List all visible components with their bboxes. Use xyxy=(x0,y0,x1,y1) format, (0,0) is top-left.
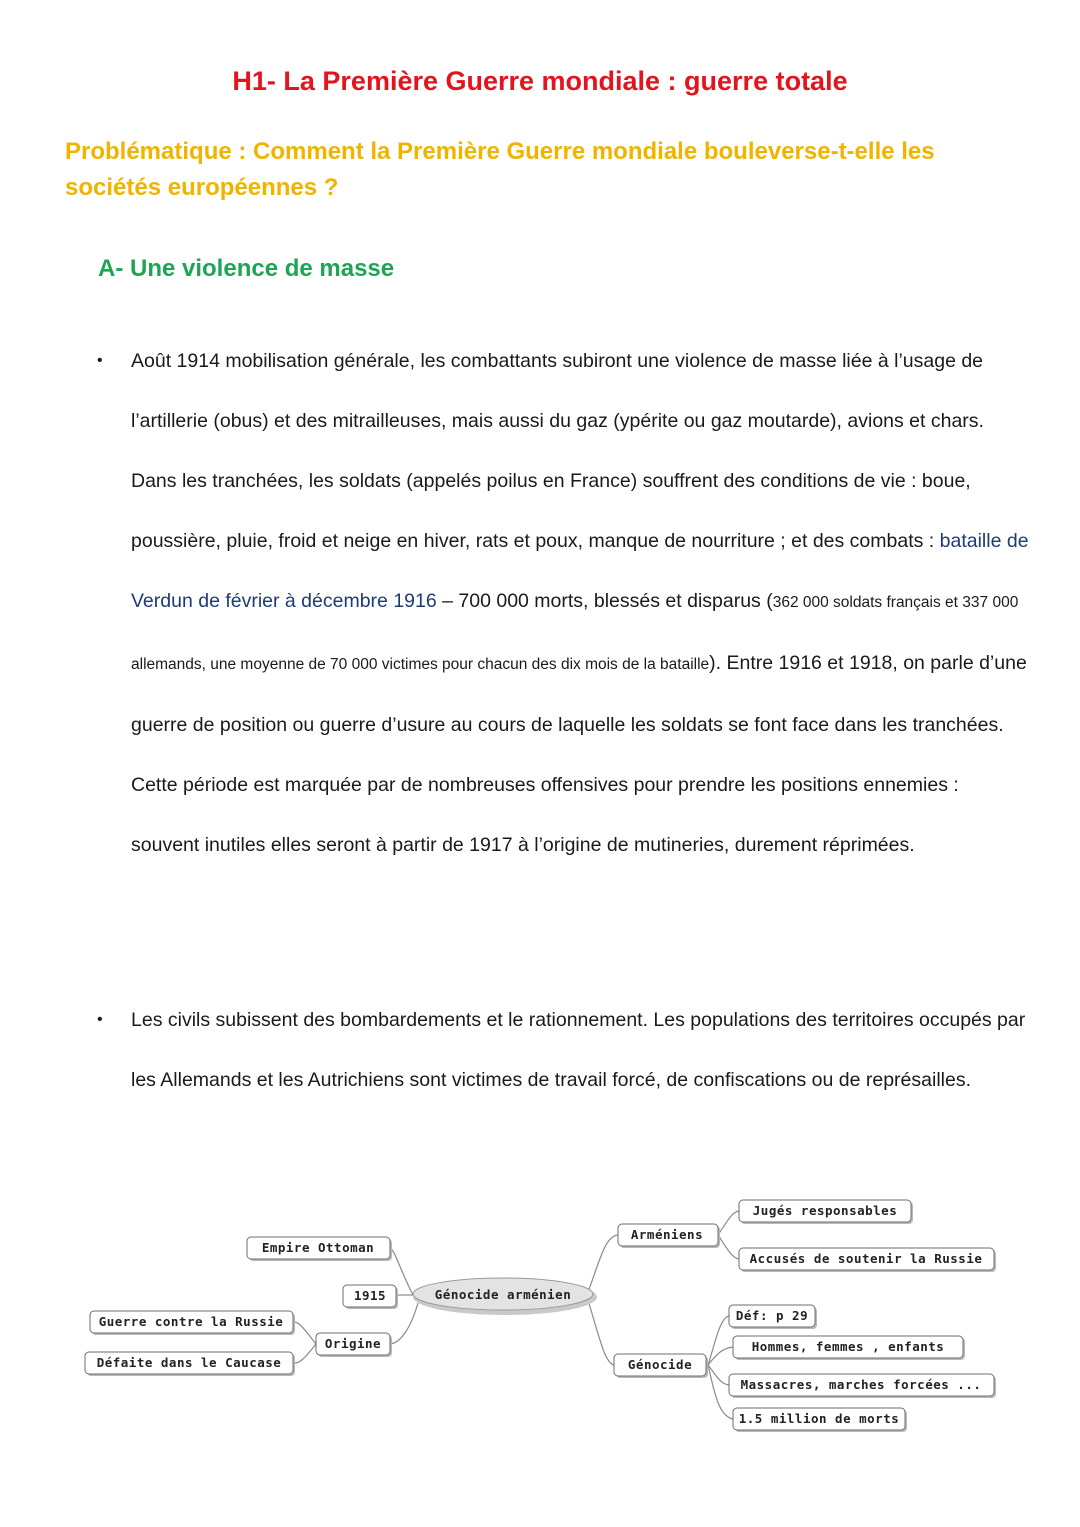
node-guerre-label: Guerre contre la Russie xyxy=(98,1314,284,1329)
node-juges-label: Jugés responsables xyxy=(752,1203,898,1218)
link-guerre xyxy=(295,1322,316,1344)
link-hommes xyxy=(708,1347,733,1365)
bullet-icon: • xyxy=(97,352,103,369)
bullet1-text-part2: 700 000 morts, blessés et disparus ( xyxy=(458,590,773,612)
node-hommes-label: Hommes, femmes , enfants xyxy=(751,1339,945,1354)
section-heading-a: A- Une violence de masse xyxy=(98,255,395,282)
link-accuses xyxy=(718,1235,739,1259)
link-juges xyxy=(718,1211,739,1235)
dash: – xyxy=(436,590,459,612)
node-massacres-label: Massacres, marches forcées ... xyxy=(740,1377,982,1392)
bullet1-text-part3: ). Entre 1916 et 1918, on parle d’une guerre de position ou guerre d’usure au cours de laquelle les soldats se font face dans les tranchées. Cette période est marquée par de nombreuses offensives pour prendre les positions ennemies : souvent inutiles elles seront à partir de 1917 à l’origine de mutineries, durement réprimées. xyxy=(131,652,1027,856)
link-genocide xyxy=(588,1300,614,1365)
verdun-highlight: bataille de Verdun de février à décembre 1916 xyxy=(131,530,1029,612)
node-genocide-label: Génocide xyxy=(627,1357,693,1372)
bullet-icon: • xyxy=(97,1011,103,1028)
link-armeniens xyxy=(588,1235,618,1292)
problematique: Problématique : Comment la Première Guerre mondiale bouleverse-t-elle les sociétés européennes ? xyxy=(65,138,935,201)
link-massacres xyxy=(708,1365,729,1385)
node-def-label: Déf: p 29 xyxy=(735,1308,809,1323)
node-origine-label: Origine xyxy=(324,1336,382,1351)
node-morts-label: 1.5 million de morts xyxy=(738,1411,900,1426)
casualty-detail: 362 000 soldats français et 337 000 allemands, une moyenne de 70 000 victimes pour chacun des dix mois de la bataille xyxy=(131,594,1019,673)
bullet2-text: Les civils subissent des bombardements et le rationnement. Les populations des territoires occupés par les Allemands et les Autrichiens sont victimes de travail forcé, de confiscations ou de représailles. xyxy=(131,1009,1026,1091)
page-title: H1- La Première Guerre mondiale : guerre totale xyxy=(232,66,848,96)
node-armeniens-label: Arméniens xyxy=(630,1227,704,1242)
link-defaite xyxy=(295,1344,316,1363)
node-defaite-label: Défaite dans le Caucase xyxy=(96,1355,282,1370)
node-1915-label: 1915 xyxy=(353,1288,387,1303)
link-def xyxy=(708,1316,729,1365)
node-accuses-label: Accusés de soutenir la Russie xyxy=(749,1251,983,1266)
center-node-label: Génocide arménien xyxy=(434,1287,572,1302)
node-empire-label: Empire Ottoman xyxy=(261,1240,375,1255)
bullet-paragraph-1 xyxy=(97,331,1031,875)
bullet-paragraph-2 xyxy=(97,990,1031,1110)
link-origin xyxy=(390,1303,418,1344)
bullet1-text-part1: Août 1914 mobilisation générale, les combattants subiront une violence de masse liée à l’usage de l’artillerie (obus) et des mitrailleuses, mais aussi du gaz (ypérite ou gaz moutarde), avions et chars. Dans les tranchées, les soldats (appelés poilus en France) souffrent des conditions de vie : boue, poussière, pluie, froid et neige en hiver, rats et poux, manque de nourriture ; et des combats : xyxy=(131,350,984,552)
mind-map xyxy=(0,1180,1080,1440)
